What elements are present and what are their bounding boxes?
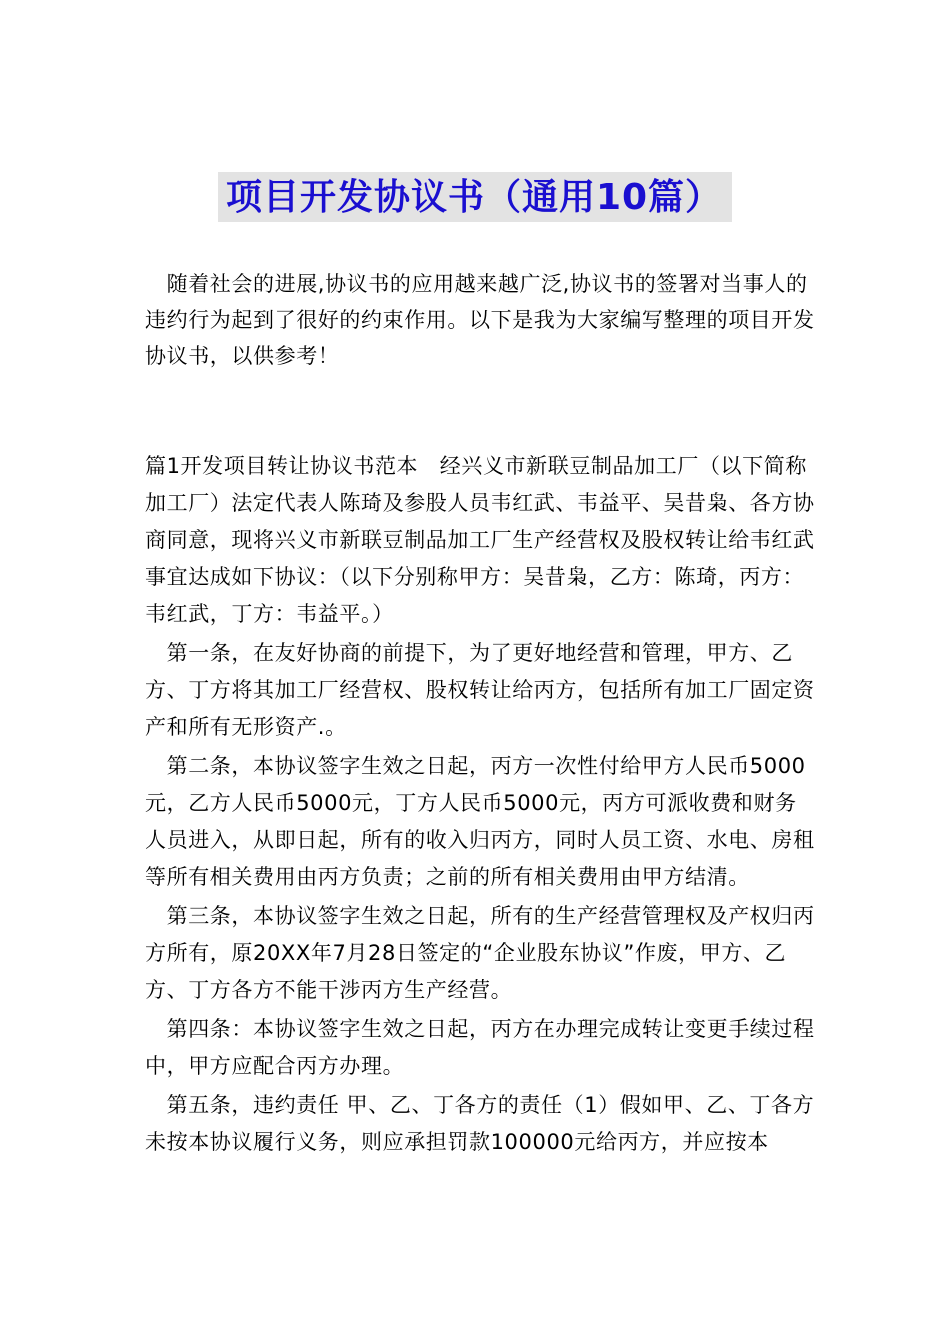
body-paragraph: 第四条：本协议签字生效之日起，丙方在办理完成转让变更手续过程中，甲方应配合丙方办理。 — [145, 1017, 815, 1078]
document-title: 项目开发协议书（通用10篇） — [218, 172, 732, 222]
title-container — [0, 172, 950, 222]
body-paragraph: 第一条，在友好协商的前提下，为了更好地经营和管理，甲方、乙方、丁方将其加工厂经营权、股权转让给丙方，包括所有加工厂固定资产和所有无形资产.。 — [145, 641, 815, 739]
intro-paragraph: 随着社会的进展,协议书的应用越来越广泛,协议书的签署对当事人的违约行为起到了很好的约束作用。以下是我为大家编写整理的项目开发协议书，以供参考！ — [145, 272, 815, 368]
body-paragraph: 第二条，本协议签字生效之日起，丙方一次性付给甲方人民币5000元，乙方人民币5000元，丁方人民币5000元，丙方可派收费和财务人员进入，从即日起，所有的收入归丙方，同时人员工资、水电、房租等所有相关费用由丙方负责；之前的所有相关费用由甲方结清。 — [145, 754, 815, 889]
body-paragraph: 第五条，违约责任 甲、乙、丁各方的责任（1）假如甲、乙、丁各方未按本协议履行义务，则应承担罚款100000元给丙方，并应按本 — [145, 1093, 815, 1154]
body-paragraph: 篇1开发项目转让协议书范本 经兴义市新联豆制品加工厂（以下简称加工厂）法定代表人陈琦及参股人员韦红武、韦益平、吴昔枭、各方协商同意，现将兴义市新联豆制品加工厂生产经营权及股权转让给韦红武事宜达成如下协议：（以下分别称甲方：吴昔枭，乙方：陈琦，丙方：韦红武，丁方：韦益平。） — [145, 454, 815, 626]
body-paragraph: 第三条，本协议签字生效之日起，所有的生产经营管理权及产权归丙方所有，原20XX年7月28日签定的“企业股东协议”作废，甲方、乙方、丁方各方不能干涉丙方生产经营。 — [145, 904, 815, 1002]
intro-section — [145, 266, 815, 374]
body-section — [145, 448, 815, 1161]
